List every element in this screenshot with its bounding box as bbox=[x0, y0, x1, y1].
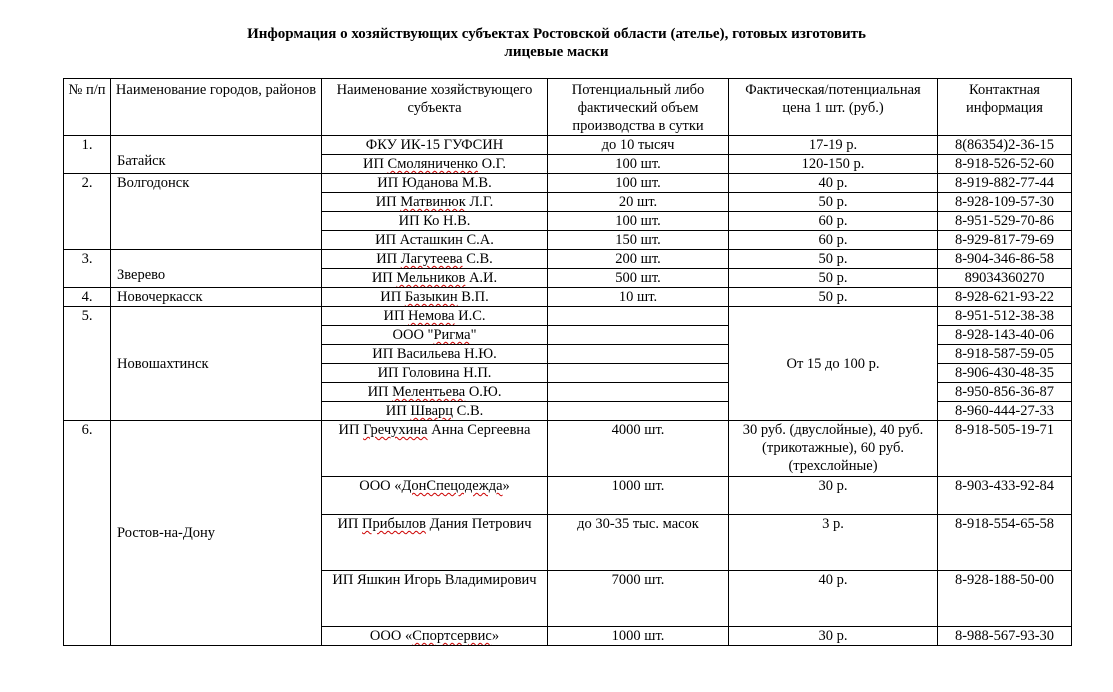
city-name: Ростов-на-Дону bbox=[111, 421, 322, 646]
production-volume: 100 шт. bbox=[548, 155, 729, 174]
production-volume: 200 шт. bbox=[548, 250, 729, 269]
production-volume: 1000 шт. bbox=[548, 627, 729, 646]
unit-price: 50 р. bbox=[729, 193, 938, 212]
unit-price: 50 р. bbox=[729, 269, 938, 288]
contact-phone: 89034360270 bbox=[938, 269, 1072, 288]
unit-price: 50 р. bbox=[729, 288, 938, 307]
row-number: 5. bbox=[64, 307, 111, 421]
entity-name: ИП Юданова М.В. bbox=[322, 174, 548, 193]
spellcheck-underline: Ригма bbox=[433, 327, 471, 343]
entity-name: ФКУ ИК-15 ГУФСИН bbox=[322, 136, 548, 155]
entity-name: ИП Шварц С.В. bbox=[322, 402, 548, 421]
contact-phone: 8-951-529-70-86 bbox=[938, 212, 1072, 231]
contact-phone: 8-950-856-36-87 bbox=[938, 383, 1072, 402]
production-volume: 100 шт. bbox=[548, 174, 729, 193]
production-volume: до 10 тысяч bbox=[548, 136, 729, 155]
production-volume bbox=[548, 402, 729, 421]
entity-name: ИП Лагутеева С.В. bbox=[322, 250, 548, 269]
unit-price: 17-19 р. bbox=[729, 136, 938, 155]
city-name: Новочеркасск bbox=[111, 288, 322, 307]
production-volume: 20 шт. bbox=[548, 193, 729, 212]
entity-name: ООО «ДонСпецодежда» bbox=[322, 477, 548, 515]
header-num: № п/п bbox=[64, 79, 111, 136]
contact-phone: 8-903-433-92-84 bbox=[938, 477, 1072, 515]
contact-phone: 8-904-346-86-58 bbox=[938, 250, 1072, 269]
production-volume bbox=[548, 345, 729, 364]
row-number: 1. bbox=[64, 136, 111, 174]
contact-phone: 8-928-109-57-30 bbox=[938, 193, 1072, 212]
row-number: 6. bbox=[64, 421, 111, 646]
unit-price: 3 р. bbox=[729, 515, 938, 571]
row-number: 4. bbox=[64, 288, 111, 307]
spellcheck-underline: Смоляниченко bbox=[387, 156, 478, 172]
header-row bbox=[64, 79, 1072, 136]
unit-price: 30 р. bbox=[729, 627, 938, 646]
header-city: Наименование городов, районов bbox=[111, 79, 322, 136]
entity-name: ИП Мельников А.И. bbox=[322, 269, 548, 288]
row-number: 2. bbox=[64, 174, 111, 250]
table-row bbox=[64, 288, 1072, 307]
production-volume bbox=[548, 326, 729, 345]
production-volume: 4000 шт. bbox=[548, 421, 729, 477]
table-row bbox=[64, 421, 1072, 477]
entity-name: ИП Головина Н.П. bbox=[322, 364, 548, 383]
table-row bbox=[64, 136, 1072, 155]
production-volume: 150 шт. bbox=[548, 231, 729, 250]
spellcheck-underline: Прибылов bbox=[362, 516, 426, 532]
production-volume bbox=[548, 364, 729, 383]
production-volume: 500 шт. bbox=[548, 269, 729, 288]
unit-price: 60 р. bbox=[729, 231, 938, 250]
unit-price: 120-150 р. bbox=[729, 155, 938, 174]
production-volume: 1000 шт. bbox=[548, 477, 729, 515]
unit-price: 50 р. bbox=[729, 250, 938, 269]
contact-phone: 8-928-188-50-00 bbox=[938, 571, 1072, 627]
header-entity: Наименование хозяйствующего субъекта bbox=[322, 79, 548, 136]
city-name: Зверево bbox=[111, 250, 322, 288]
table-row bbox=[64, 250, 1072, 269]
entity-name: ИП Асташкин С.А. bbox=[322, 231, 548, 250]
contact-phone: 8(86354)2-36-15 bbox=[938, 136, 1072, 155]
spellcheck-underline: Гречухина bbox=[363, 422, 428, 438]
production-volume: 10 шт. bbox=[548, 288, 729, 307]
header-volume: Потенциальный либо фактический объем производства в сутки bbox=[548, 79, 729, 136]
spellcheck-underline: Немова bbox=[408, 308, 455, 324]
production-volume bbox=[548, 383, 729, 402]
entity-name: ООО «Спортсервис» bbox=[322, 627, 548, 646]
contact-phone: 8-928-143-40-06 bbox=[938, 326, 1072, 345]
entity-name: ИП Гречухина Анна Сергеевна bbox=[322, 421, 548, 477]
city-name: Батайск bbox=[111, 136, 322, 174]
spellcheck-underline: Шварц bbox=[410, 403, 454, 419]
entity-name: ИП Яшкин Игорь Владимирович bbox=[322, 571, 548, 627]
spellcheck-underline: ДонСпецодежда bbox=[401, 478, 503, 494]
entity-name: ИП Прибылов Дания Петрович bbox=[322, 515, 548, 571]
contact-phone: 8-918-526-52-60 bbox=[938, 155, 1072, 174]
header-contact: Контактная информация bbox=[938, 79, 1072, 136]
contact-phone: 8-929-817-79-69 bbox=[938, 231, 1072, 250]
contact-phone: 8-918-554-65-58 bbox=[938, 515, 1072, 571]
spellcheck-underline: Спортсервис bbox=[412, 628, 492, 644]
spellcheck-underline: Мелентьева bbox=[392, 384, 466, 400]
entity-name: ИП Ко Н.В. bbox=[322, 212, 548, 231]
spellcheck-underline: Матвинюк bbox=[400, 194, 466, 210]
spellcheck-underline: Базыкин bbox=[404, 289, 458, 305]
contact-phone: 8-988-567-93-30 bbox=[938, 627, 1072, 646]
unit-price: 40 р. bbox=[729, 571, 938, 627]
entity-name: ИП Матвинюк Л.Г. bbox=[322, 193, 548, 212]
contact-phone: 8-918-505-19-71 bbox=[938, 421, 1072, 477]
entity-name: ИП Базыкин В.П. bbox=[322, 288, 548, 307]
table-row bbox=[64, 174, 1072, 193]
enterprises-table bbox=[63, 78, 1072, 646]
header-price: Фактическая/потенциальная цена 1 шт. (руб.) bbox=[729, 79, 938, 136]
contact-phone: 8-918-587-59-05 bbox=[938, 345, 1072, 364]
unit-price: 30 р. bbox=[729, 477, 938, 515]
contact-phone: 8-906-430-48-35 bbox=[938, 364, 1072, 383]
entity-name: ИП Смоляниченко О.Г. bbox=[322, 155, 548, 174]
spellcheck-underline: Мельников bbox=[396, 270, 466, 286]
entity-name: ИП Васильева Н.Ю. bbox=[322, 345, 548, 364]
production-volume: 7000 шт. bbox=[548, 571, 729, 627]
title-line-2: лицевые маски bbox=[504, 44, 609, 60]
city-name: Волгодонск bbox=[111, 174, 322, 250]
contact-phone: 8-951-512-38-38 bbox=[938, 307, 1072, 326]
contact-phone: 8-928-621-93-22 bbox=[938, 288, 1072, 307]
entity-name: ИП Мелентьева О.Ю. bbox=[322, 383, 548, 402]
city-name: Новошахтинск bbox=[111, 307, 322, 421]
title-line-1: Информация о хозяйствующих субъектах Ростовской области (ателье), готовых изготовить bbox=[247, 26, 866, 42]
table-row bbox=[64, 307, 1072, 326]
entity-name: ИП Немова И.С. bbox=[322, 307, 548, 326]
contact-phone: 8-919-882-77-44 bbox=[938, 174, 1072, 193]
unit-price: 30 руб. (двуслойные), 40 руб. (трикотажные), 60 руб. (трехслойные) bbox=[729, 421, 938, 477]
spellcheck-underline: Лагутеева bbox=[400, 251, 463, 267]
unit-price: От 15 до 100 р. bbox=[729, 307, 938, 421]
production-volume: до 30-35 тыс. масок bbox=[548, 515, 729, 571]
unit-price: 60 р. bbox=[729, 212, 938, 231]
production-volume: 100 шт. bbox=[548, 212, 729, 231]
entity-name: ООО "Ригма" bbox=[322, 326, 548, 345]
row-number: 3. bbox=[64, 250, 111, 288]
production-volume bbox=[548, 307, 729, 326]
document-title bbox=[0, 25, 1113, 61]
contact-phone: 8-960-444-27-33 bbox=[938, 402, 1072, 421]
unit-price: 40 р. bbox=[729, 174, 938, 193]
